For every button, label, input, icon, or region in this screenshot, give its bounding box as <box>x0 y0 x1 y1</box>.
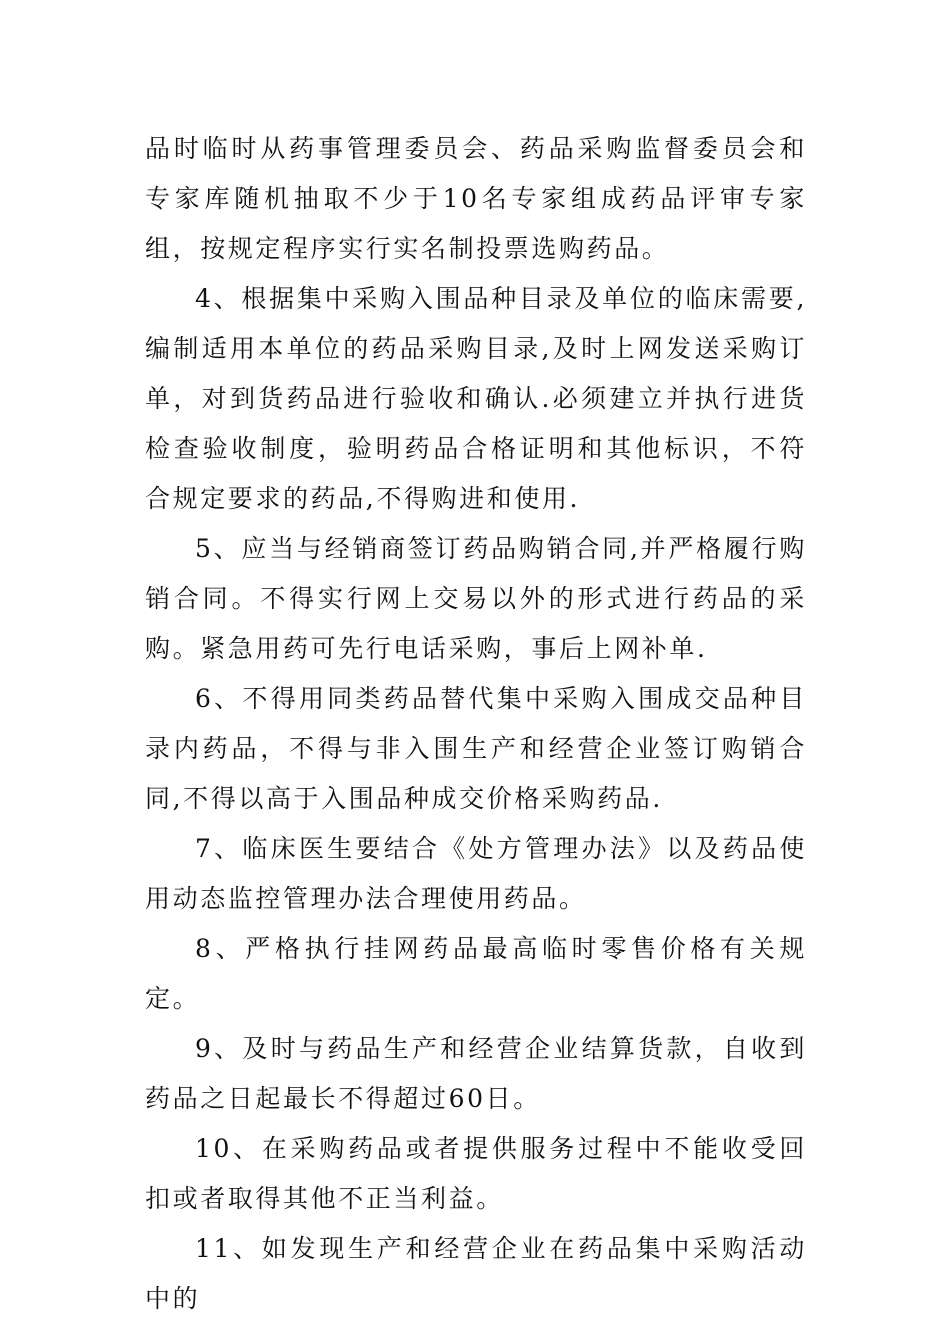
paragraph-item-6: 6、不得用同类药品替代集中采购入围成交品种目录内药品，不得与非入围生产和经营企业签订购销合同,不得以高于入围品种成交价格采购药品. <box>145 684 807 813</box>
paragraph-item-8: 8、严格执行挂网药品最高临时零售价格有关规定。 <box>145 934 807 1013</box>
paragraph-item-10: 10、在采购药品或者提供服务过程中不能收受回扣或者取得其他不正当利益。 <box>145 1134 807 1213</box>
paragraph-item-7: 7、临床医生要结合《处方管理办法》以及药品使用动态监控管理办法合理使用药品。 <box>145 834 807 913</box>
paragraph-item-5: 5、应当与经销商签订药品购销合同,并严格履行购销合同。不得实行网上交易以外的形式进行药品的采购。紧急用药可先行电话采购，事后上网补单. <box>145 534 807 663</box>
paragraph-continuation: 品时临时从药事管理委员会、药品采购监督委员会和专家库随机抽取不少于10名专家组成药品评审专家组，按规定程序实行实名制投票选购药品。 <box>145 134 807 263</box>
paragraph-item-4: 4、根据集中采购入围品种目录及单位的临床需要,编制适用本单位的药品采购目录,及时上网发送采购订单，对到货药品进行验收和确认.必须建立并执行进货检查验收制度，验明药品合格证明和其他标识，不符合规定要求的药品,不得购进和使用. <box>145 284 807 513</box>
document-body <box>145 124 807 1324</box>
paragraph-item-11: 11、如发现生产和经营企业在药品集中采购活动中的 <box>145 1234 807 1313</box>
paragraph-item-9: 9、及时与药品生产和经营企业结算货款，自收到药品之日起最长不得超过60日。 <box>145 1034 807 1113</box>
